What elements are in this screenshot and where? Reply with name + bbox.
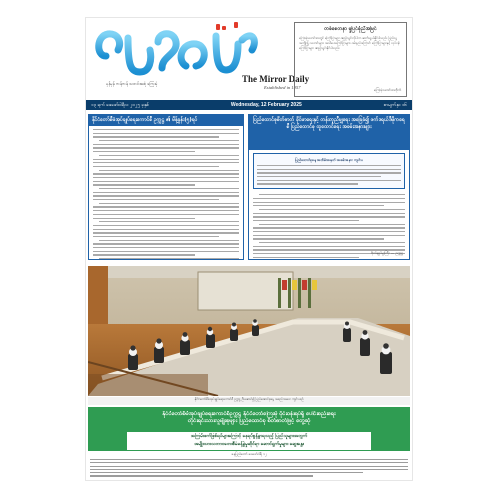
bottom-headline-line1: နိုင်ငံတော်စီမံအုပ်ချုပ်ရေးကောင်စီဥက္ကဋ္ဌ နိုင်ငံတော်ကြေးမုံ ဝိုင်းဝန်းရပ်ရှိ ပေါင်းစည်းရေး (162, 411, 336, 417)
bottom-subheadline-line2: အမျိုးသားသဘာဝဘေးစီမံခန့်ခွဲမှုဆိုင်ရာ ဆောင်ရွက်မှုများ ဆွေးနွေး (194, 442, 304, 448)
article-right (248, 114, 410, 260)
article-left (88, 114, 244, 260)
article-right-subbox (253, 153, 405, 189)
dateline-page-count: စာမျက်နှာ ၁၆ (383, 102, 407, 108)
notice-title: တစ်စေတနာ မှုပြင်စုံညီအမြင် (324, 26, 377, 32)
masthead-slogan: မှန်မှန် ကန်ကန် သတင်းအစုံ ကြေးမုံ (106, 81, 158, 86)
dateline-bar (86, 100, 412, 110)
masthead-established: Established in 1957 (264, 85, 301, 90)
article-right-subtitle: ပြည်ထောင်စုနေ့ အထိမ်းအမှတ် အခမ်းအနား ကျင်းပ (294, 158, 364, 162)
notice-box (294, 22, 407, 97)
dateline-english-date: Wednesday, 12 February 2025 (230, 102, 302, 108)
article-left-body (89, 126, 243, 260)
bottom-headline-line2: တိုင်းရင်းသားလူမျိုးစုများ ပြည်ထောင်စု စိတ်ဓာတ်ဖြင့် တွေ့ဆုံ (187, 418, 311, 424)
article-right-signature: ဗိုလ်ချုပ်မှူးကြီး — ဥက္ကဋ္ဌ (371, 251, 403, 255)
masthead-english-name: The Mirror Daily (242, 74, 310, 84)
article-left-headline: နိုင်ငံတော်စီမံအုပ်ချုပ်ရေးကောင်စီ ဥက္ကဋ္ဌ ၏ မိန့်ခွန်း(၅)ရပ် (89, 115, 243, 126)
photo-caption: နိုင်ငံတော်စီမံအုပ်ချုပ်ရေးကောင်စီ ဥက္ကဋ္ဌ ဦးဆောင်၍ ပြည်ထောင်စုနေ့ အစည်းအဝေး ကျင်းပစဉ် (88, 397, 410, 405)
bottom-subheadline-line1: အကြမ်းဖက်ဖြစ်ရပ်များကြောင့် နေရပ်စွန့်ခွာရသည့် ပြည်သူများအတွက် (190, 434, 308, 439)
newspaper-logo (92, 20, 262, 78)
notice-signature: ကြေးမုံသတင်းစာတိုက် (373, 88, 401, 92)
dateline-myanmar-date: ၁၃ ရက် ဖေဖော်ဝါရီလ ၂၀၂၅ ခုနှစ် (91, 102, 149, 108)
bottom-article-body (90, 459, 408, 479)
bottom-byline: နေပြည်တော် ဖေဖော်ဝါရီ ၁၂ (231, 452, 267, 456)
notice-body: ကြေးမုံသတင်းစာတွင် ကြော်ငြာများ ထည့်သွင်းလိုပါက ဆက်သွယ်နိုင်ပါသည်။ ပြည်သူ့ အကျိုးပြု သတင်းများ၊ အသိပေးကြော်ငြာများ၊ ဝမ်းနည်းကြောင်း ကြော်ငြာများနှင့် လုပ်ငန်းကြော်ငြာများ ထည့်သွင်းနိုင်ပါသည်။ (299, 36, 401, 50)
article-right-headline: ပြည်ထောင်စုစိတ်ဓာတ် ခိုင်မာရေးနှင့် တန်းတူညီမျှရေး အခြေခံ၍ ဖက်ဒရယ်ဒီမိုကရေစီ ပြည်ထောင်စု ထူထောင်ရေး အခမ်းအနားများ (249, 115, 409, 150)
bottom-subheadline-box (126, 431, 372, 451)
newspaper-front-page (86, 18, 412, 480)
meeting-photo (88, 266, 410, 396)
